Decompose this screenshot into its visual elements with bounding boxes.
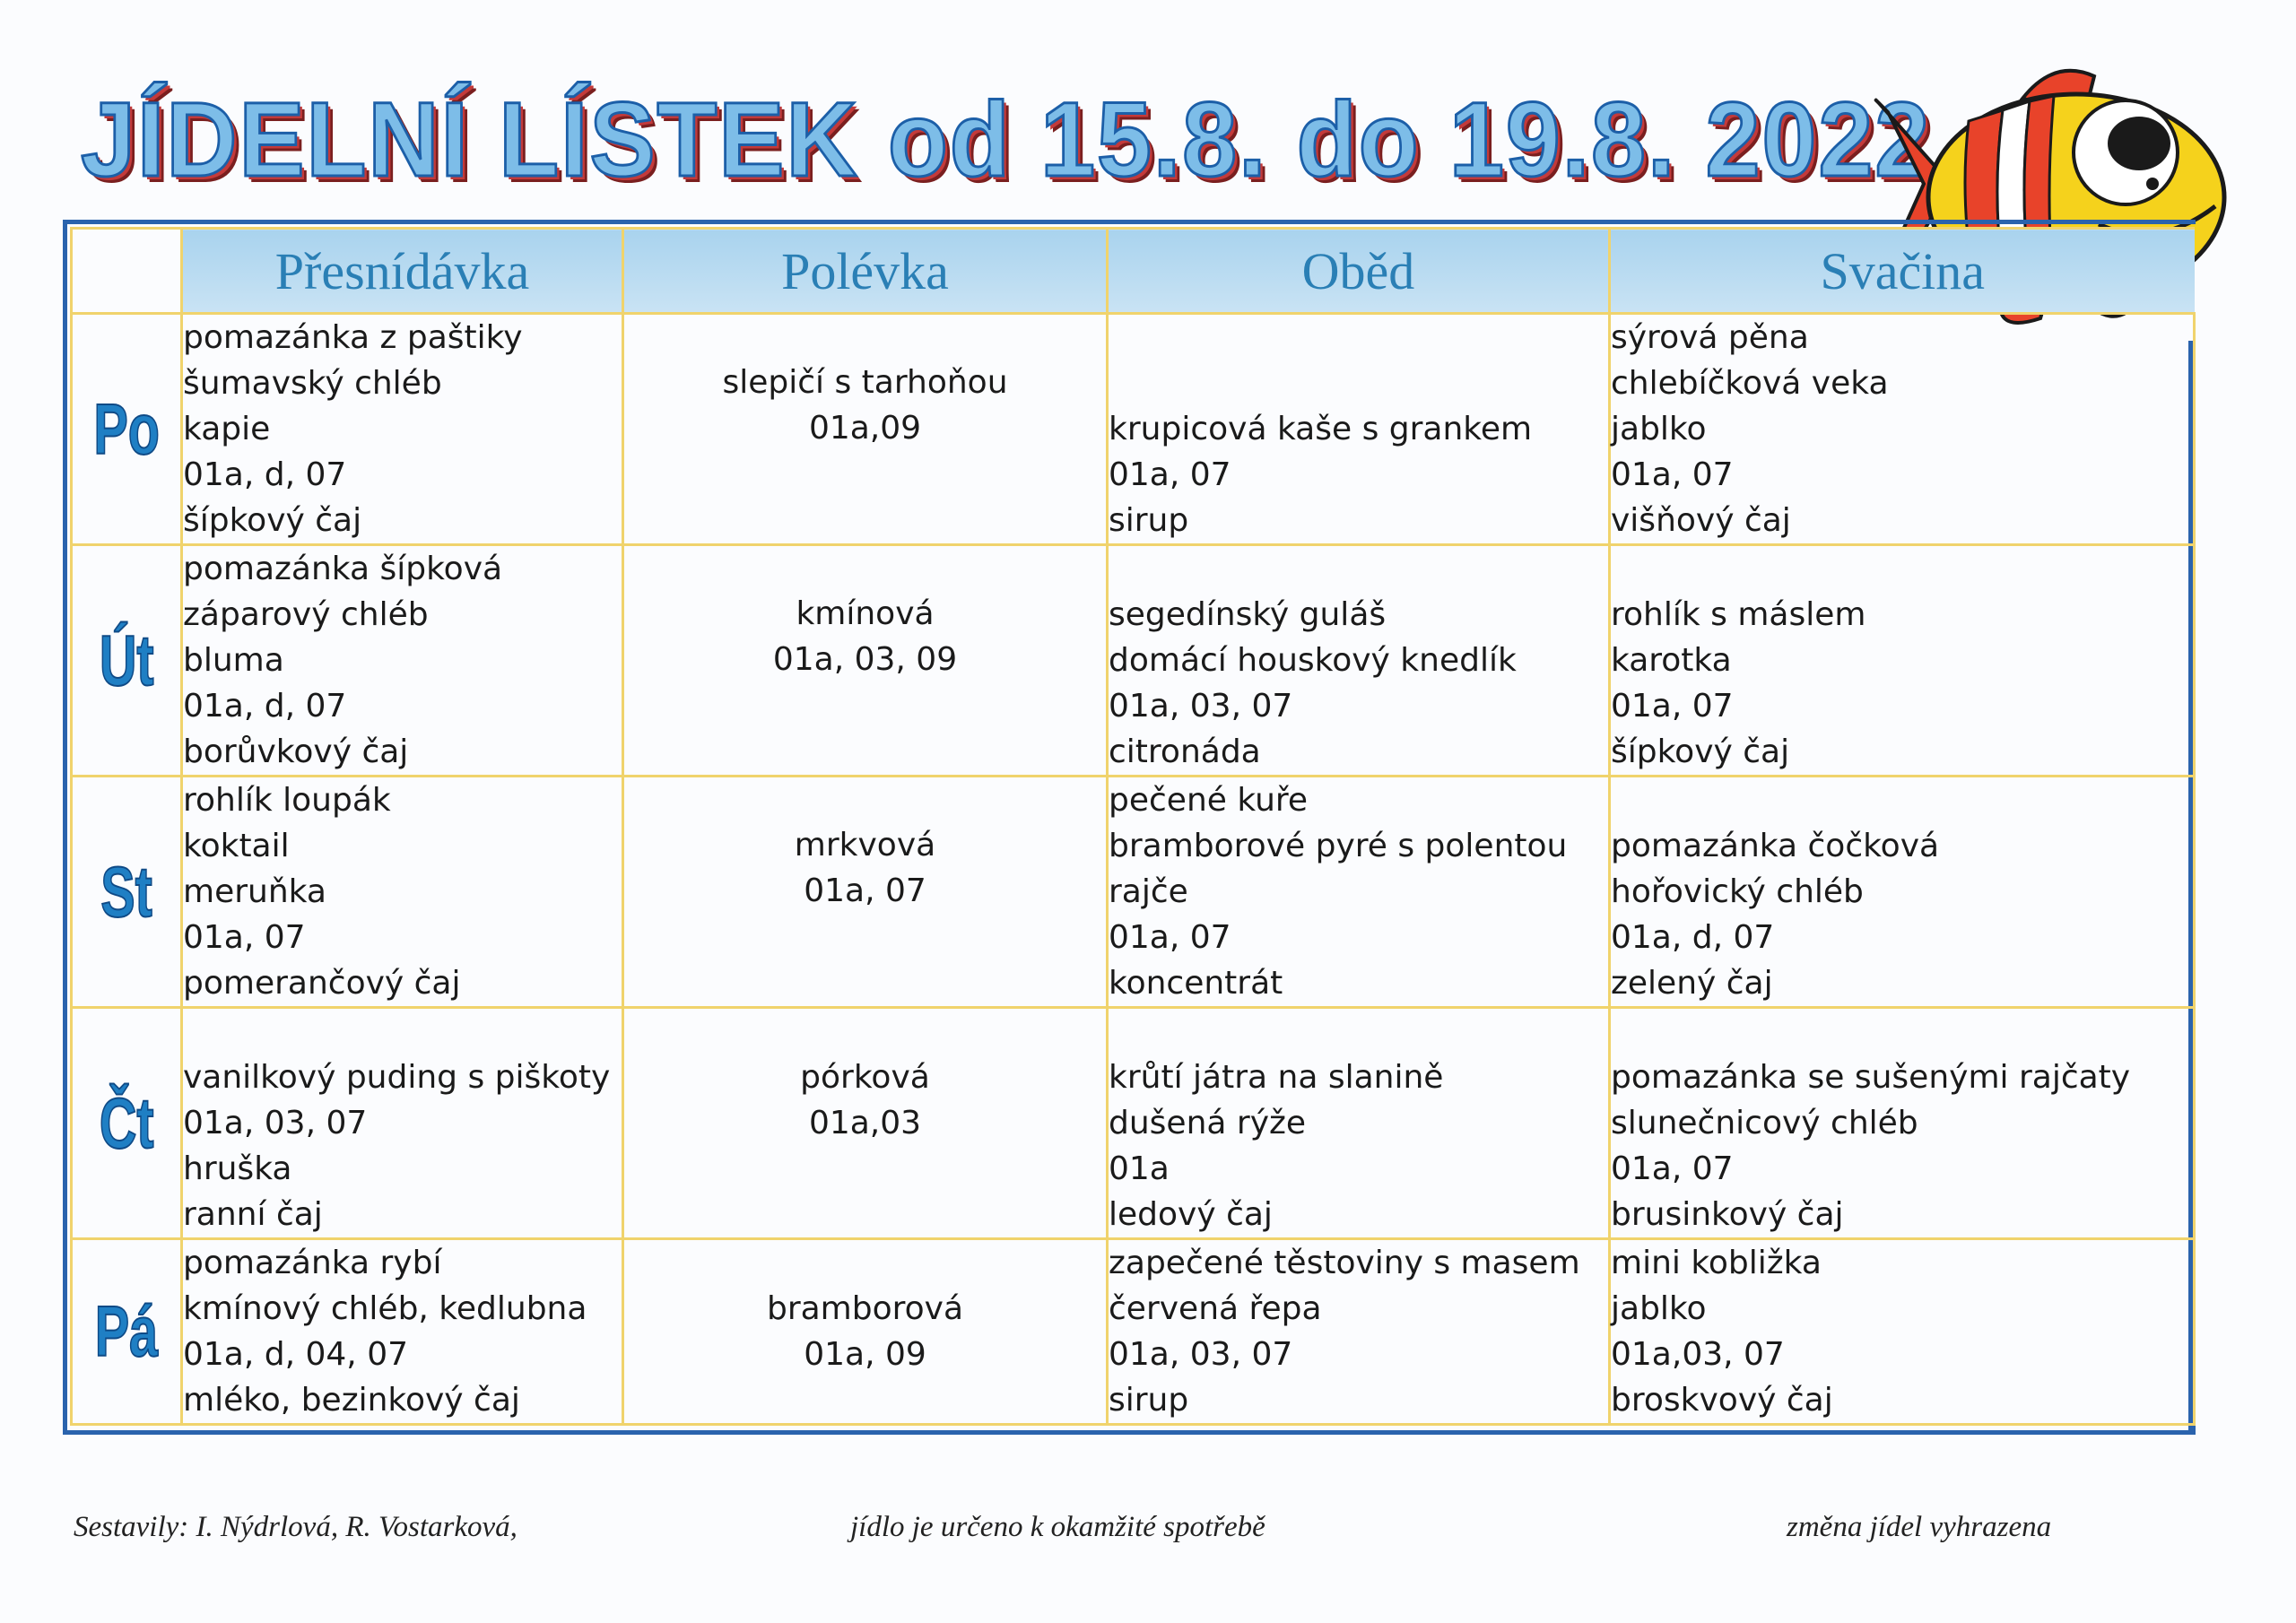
table-row [72,777,2195,1008]
footer-disclaimer: změna jídel vyhrazena [1787,1511,2052,1543]
soup-cell: mrkvová 01a, 07 [623,777,1108,1008]
day-label: Út [72,545,182,777]
lunch-cell: krupicová kaše s grankem 01a, 07 sirup [1108,314,1610,545]
soup-cell: slepičí s tarhoňou 01a,09 [623,314,1108,545]
day-label: Čt [72,1008,182,1239]
snack-afternoon-cell: rohlík s máslem karotka 01a, 07 šípkový čaj [1610,545,2195,777]
day-label: Pá [72,1239,182,1425]
day-label: Po [72,314,182,545]
snack-morning-cell: pomazánka z paštiky šumavský chléb kapie 01a, d, 07 šípkový čaj [182,314,623,545]
page-title: JÍDELNÍ LÍSTEK od 15.8. do 19.8. 2022 [81,81,1932,199]
lunch-cell: zapečené těstoviny s masem červená řepa 01a, 03, 07 sirup [1108,1239,1610,1425]
footer-note: jídlo je určeno k okamžité spotřebě [850,1511,1265,1543]
snack-morning-cell: vanilkový puding s piškoty 01a, 03, 07 hruška ranní čaj [182,1008,623,1239]
soup-cell: kmínová 01a, 03, 09 [623,545,1108,777]
column-header-svacina: Svačina [1610,229,2195,314]
snack-afternoon-cell: sýrová pěna chlebíčková veka jablko 01a, 07 višňový čaj [1610,314,2195,545]
snack-morning-cell: pomazánka šípková záparový chléb bluma 01a, d, 07 borůvkový čaj [182,545,623,777]
column-header-obed: Oběd [1108,229,1610,314]
corner-cell [72,229,182,314]
table-row [72,1008,2195,1239]
day-label: St [72,777,182,1008]
snack-afternoon-cell: pomazánka čočková hořovický chléb 01a, d, 07 zelený čaj [1610,777,2195,1008]
table-row [72,1239,2195,1425]
table-row [72,314,2195,545]
snack-morning-cell: rohlík loupák koktail meruňka 01a, 07 pomerančový čaj [182,777,623,1008]
header-row [72,229,2195,314]
lunch-cell: krůtí játra na slanině dušená rýže 01a ledový čaj [1108,1008,1610,1239]
soup-cell: pórková 01a,03 [623,1008,1108,1239]
table-row [72,545,2195,777]
menu-table [70,227,2196,1426]
lunch-cell: segedínský guláš domácí houskový knedlík 01a, 03, 07 citronáda [1108,545,1610,777]
soup-cell: bramborová 01a, 09 [623,1239,1108,1425]
snack-afternoon-cell: pomazánka se sušenými rajčaty slunečnicový chléb 01a, 07 brusinkový čaj [1610,1008,2195,1239]
snack-afternoon-cell: mini kobližka jablko 01a,03, 07 broskvový čaj [1610,1239,2195,1425]
footer-authors: Sestavily: I. Nýdrlová, R. Vostarková, [74,1511,517,1543]
lunch-cell: pečené kuře bramborové pyré s polentou rajče 01a, 07 koncentrát [1108,777,1610,1008]
column-header-polevka: Polévka [623,229,1108,314]
column-header-presnidavka: Přesnídávka [182,229,623,314]
snack-morning-cell: pomazánka rybí kmínový chléb, kedlubna 01a, d, 04, 07 mléko, bezinkový čaj [182,1239,623,1425]
